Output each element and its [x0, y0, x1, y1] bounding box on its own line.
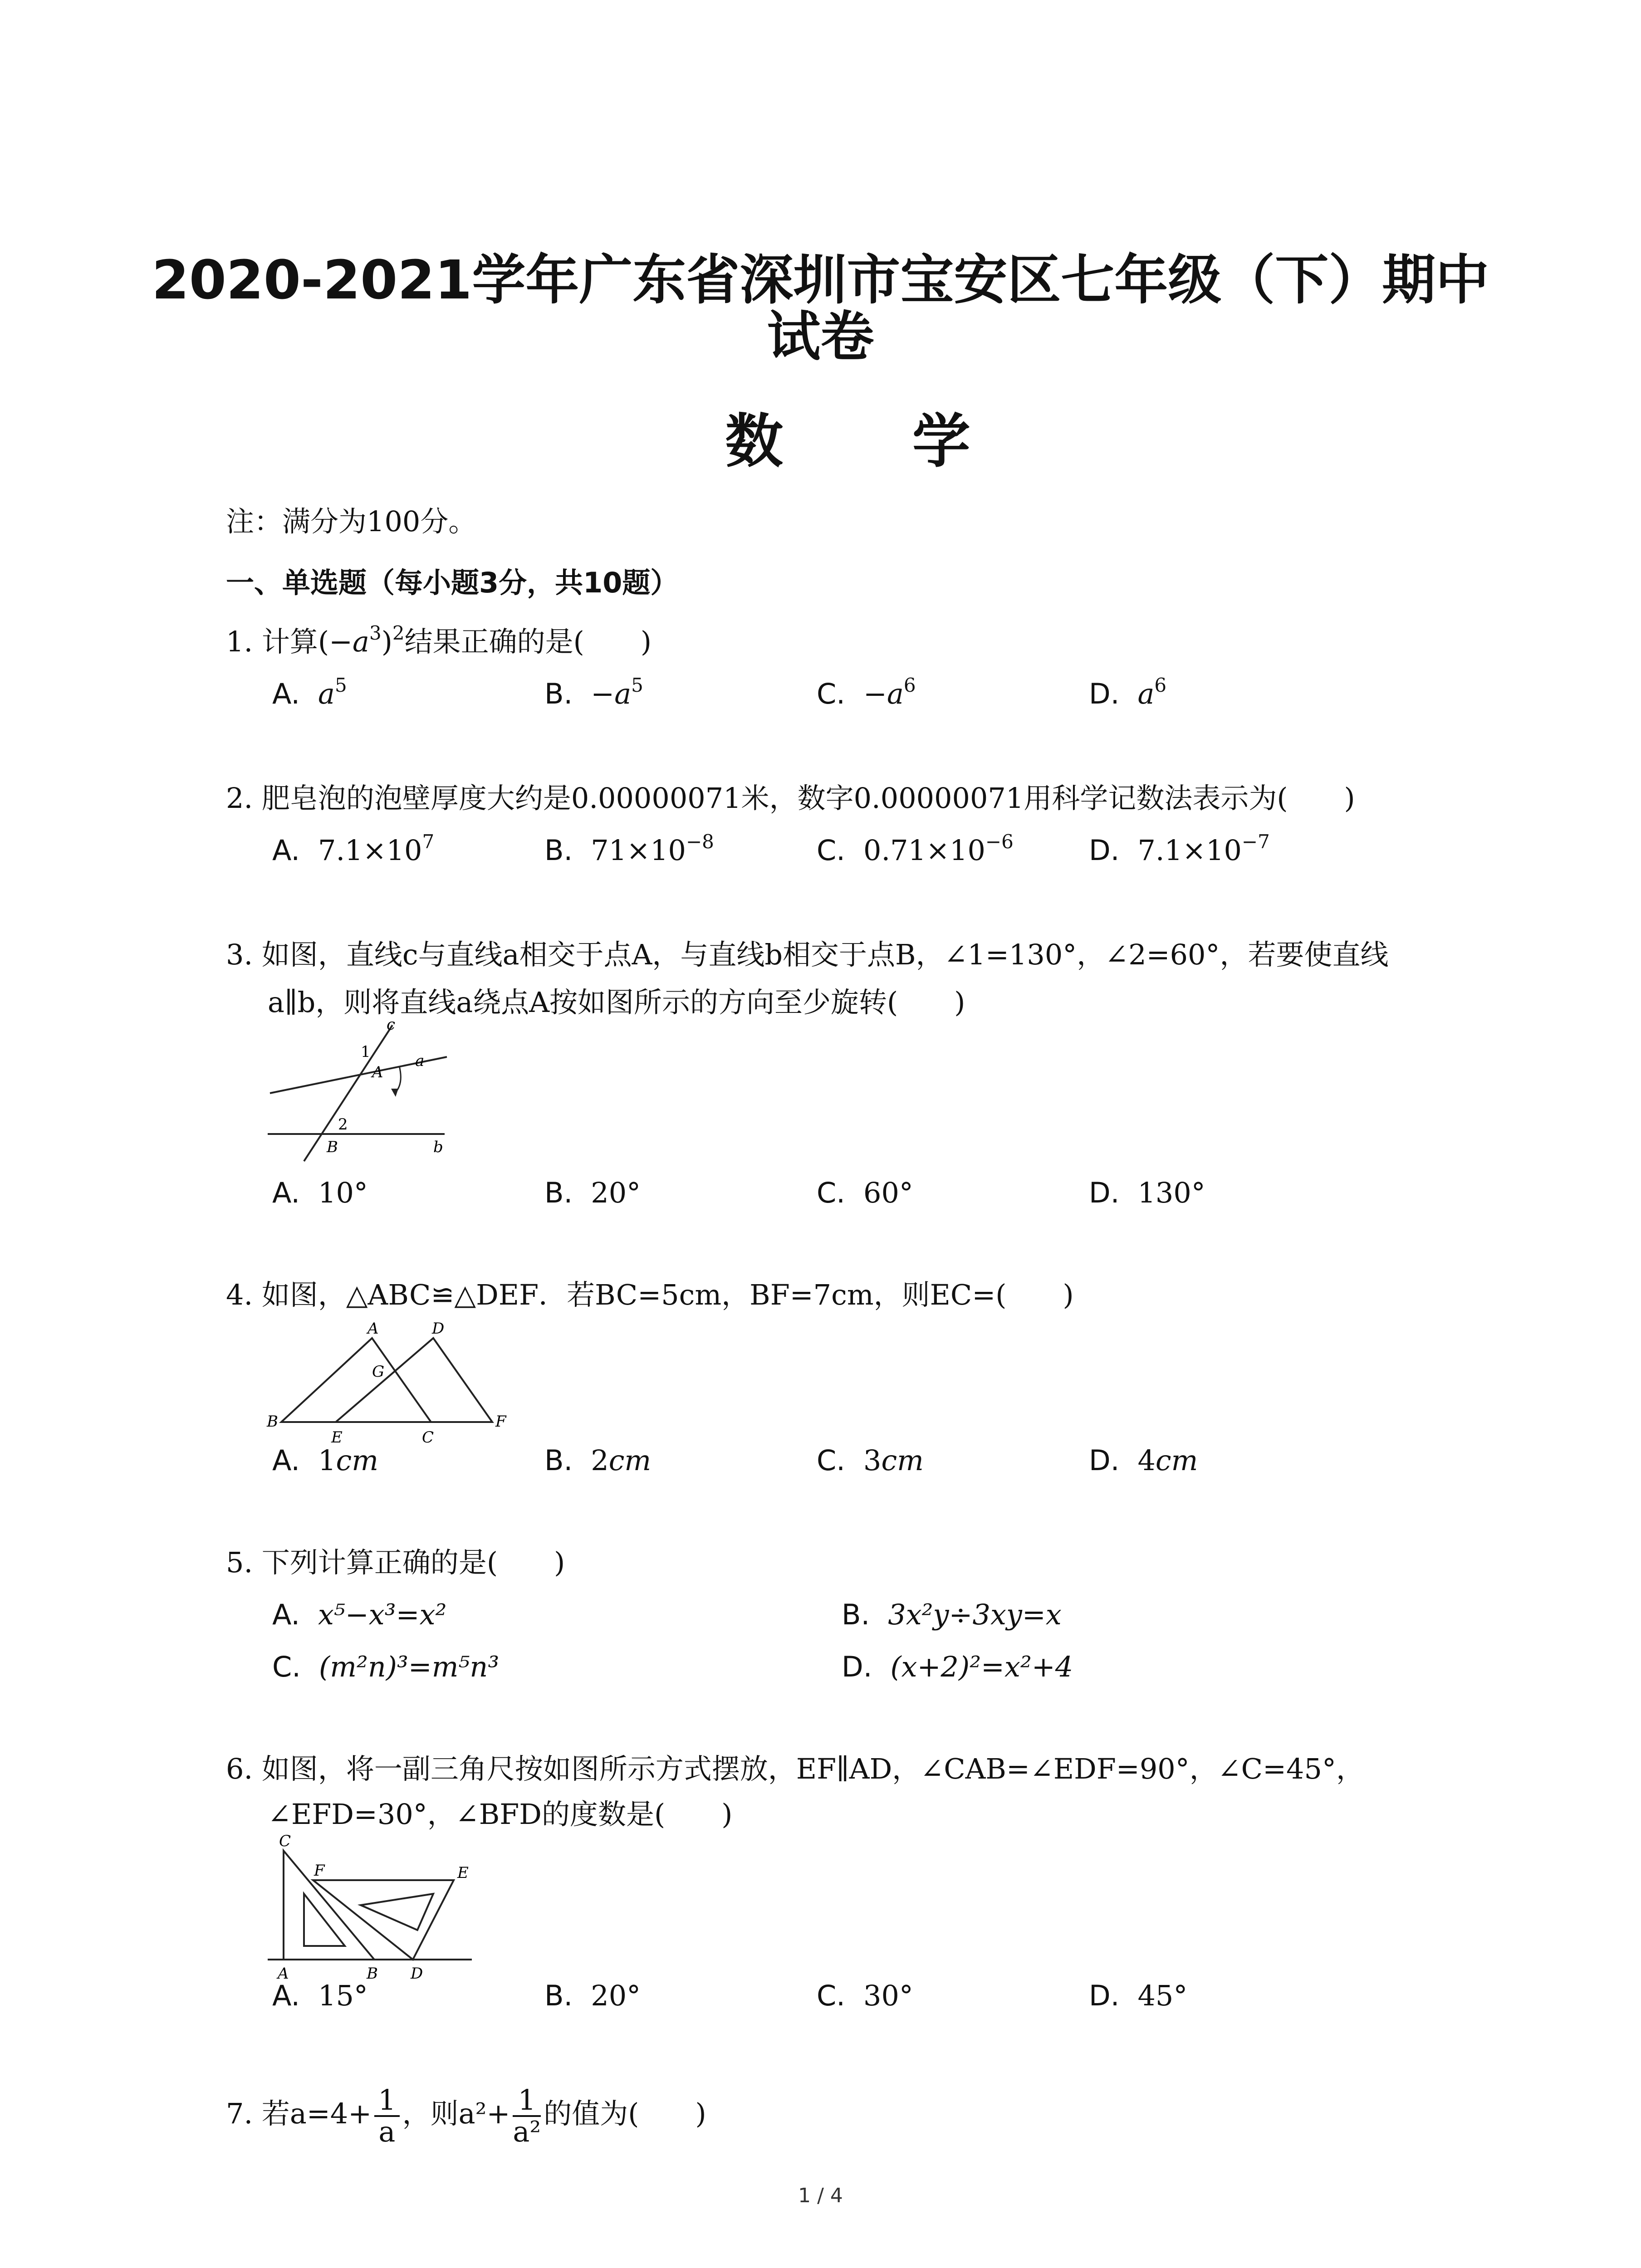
question-6-stem: 6. 如图，将一副三角尺按如图所示方式摆放，EF∥AD，∠CAB=∠EDF=90°，∠C=45°，	[226, 1752, 1364, 1785]
label-C: C	[422, 1428, 434, 1447]
q5-option-c[interactable]: C. (m²n)³=m⁵n³	[272, 1650, 500, 1683]
label-E: E	[457, 1864, 469, 1882]
label-A: A	[278, 1965, 289, 1983]
q6-option-b[interactable]: B. 20°	[544, 1979, 641, 2012]
q3-figure	[263, 1021, 454, 1166]
q2-option-a[interactable]: A. $7.1\times 10^7$	[272, 831, 435, 867]
label-F: F	[495, 1413, 506, 1431]
label-c: c	[387, 1021, 396, 1034]
label-E: E	[331, 1428, 343, 1447]
q6-option-d[interactable]: D. 45°	[1089, 1979, 1188, 2012]
question-4-stem: 4. 如图，△ABC≌△DEF．若BC=5cm，BF=7cm，则EC=( )	[226, 1278, 1074, 1311]
label-F: F	[314, 1862, 325, 1880]
q3-option-c[interactable]: C. 60°	[817, 1176, 913, 1209]
q4-option-a[interactable]: A. 1cm	[272, 1444, 378, 1477]
q5-option-d[interactable]: D. (x+2)²=x²+4	[842, 1650, 1073, 1683]
label-C: C	[279, 1833, 291, 1850]
label-G: G	[372, 1363, 385, 1381]
label-A: A	[372, 1063, 383, 1081]
score-note: 注：满分为100分。	[226, 505, 477, 538]
section-heading: 一、单选题（每小题3分，共10题）	[226, 566, 679, 599]
q1-option-c[interactable]: C. $-a^6$	[817, 674, 916, 710]
label-D: D	[432, 1320, 445, 1338]
q2-option-b[interactable]: B. $71\times 10^{-8}$	[544, 831, 714, 867]
q4-figure	[263, 1313, 517, 1449]
label-B: B	[267, 1413, 278, 1431]
triangle-30-outer	[313, 1880, 454, 1960]
q5-option-a[interactable]: A. x⁵−x³=x²	[272, 1598, 447, 1631]
q4-option-c[interactable]: C. 3cm	[817, 1444, 924, 1477]
label-B: B	[367, 1965, 378, 1983]
q6-option-a[interactable]: A. 15°	[272, 1979, 368, 2012]
question-2-stem: 2. 肥皂泡的泡壁厚度大约是0.00000071米，数字0.00000071用科学记数法表示为( )	[226, 782, 1355, 815]
label-D: D	[411, 1965, 423, 1983]
q1-option-a[interactable]: A. $a^5$	[272, 674, 347, 710]
label-b: b	[433, 1138, 443, 1156]
q6-figure	[263, 1833, 481, 1987]
exam-title-continued: 试卷	[767, 305, 874, 368]
question-5-stem: 5. 下列计算正确的是( )	[226, 1546, 565, 1579]
label-a: a	[415, 1052, 425, 1070]
subject-title: 数 学	[725, 408, 1025, 475]
question-3-stem: 3. 如图，直线c与直线a相交于点A，与直线b相交于点B，∠1=130°，∠2=60°，若要使直线	[226, 938, 1389, 971]
exam-title: 2020-2021学年广东省深圳市宝安区七年级（下）期中	[152, 249, 1489, 311]
q2-option-c[interactable]: C. $0.71\times 10^{-6}$	[817, 831, 1014, 867]
fraction-1-over-a-squared: $\frac{1}{\text{a²}}$	[513, 2083, 541, 2148]
q3-option-d[interactable]: D. 130°	[1089, 1176, 1205, 1209]
fraction-1-over-a: $\frac{1}{a}$	[374, 2085, 399, 2147]
q4-option-d[interactable]: D. 4cm	[1089, 1444, 1198, 1477]
label-2: 2	[338, 1115, 348, 1134]
triangle-30-inner	[361, 1894, 433, 1930]
question-3-stem-continued: a∥b，则将直线a绕点A按如图所示的方向至少旋转( )	[268, 986, 965, 1019]
q5-option-b[interactable]: B. 3x²y÷3xy=x	[842, 1598, 1062, 1631]
page-number: 1 / 4	[798, 2184, 843, 2207]
q1-option-b[interactable]: B. $-a^5$	[544, 674, 643, 710]
q1-option-d[interactable]: D. $a^6$	[1089, 674, 1167, 710]
q3-option-a[interactable]: A. 10°	[272, 1176, 368, 1209]
rotation-arrowhead	[391, 1089, 398, 1097]
label-A: A	[367, 1320, 379, 1338]
label-1: 1	[361, 1043, 371, 1061]
question-1-stem: 1. 计算$(-a^3)^2$结果正确的是( )	[226, 622, 652, 658]
line-c	[304, 1025, 392, 1161]
q4-option-b[interactable]: B. 2cm	[544, 1444, 652, 1477]
q6-option-c[interactable]: C. 30°	[817, 1979, 913, 2012]
question-6-stem-continued: ∠EFD=30°，∠BFD的度数是( )	[268, 1798, 733, 1831]
triangle-abc	[281, 1338, 431, 1422]
q2-option-d[interactable]: D. $7.1\times 10^{-7}$	[1089, 831, 1270, 867]
label-B: B	[327, 1138, 338, 1156]
question-7-stem: 7. 若a=4+ $\frac{1}{a}$ ，则a²+ $\frac{1}{\text{a²}}$ 的值为( )	[226, 2083, 706, 2148]
q3-option-b[interactable]: B. 20°	[544, 1176, 641, 1209]
